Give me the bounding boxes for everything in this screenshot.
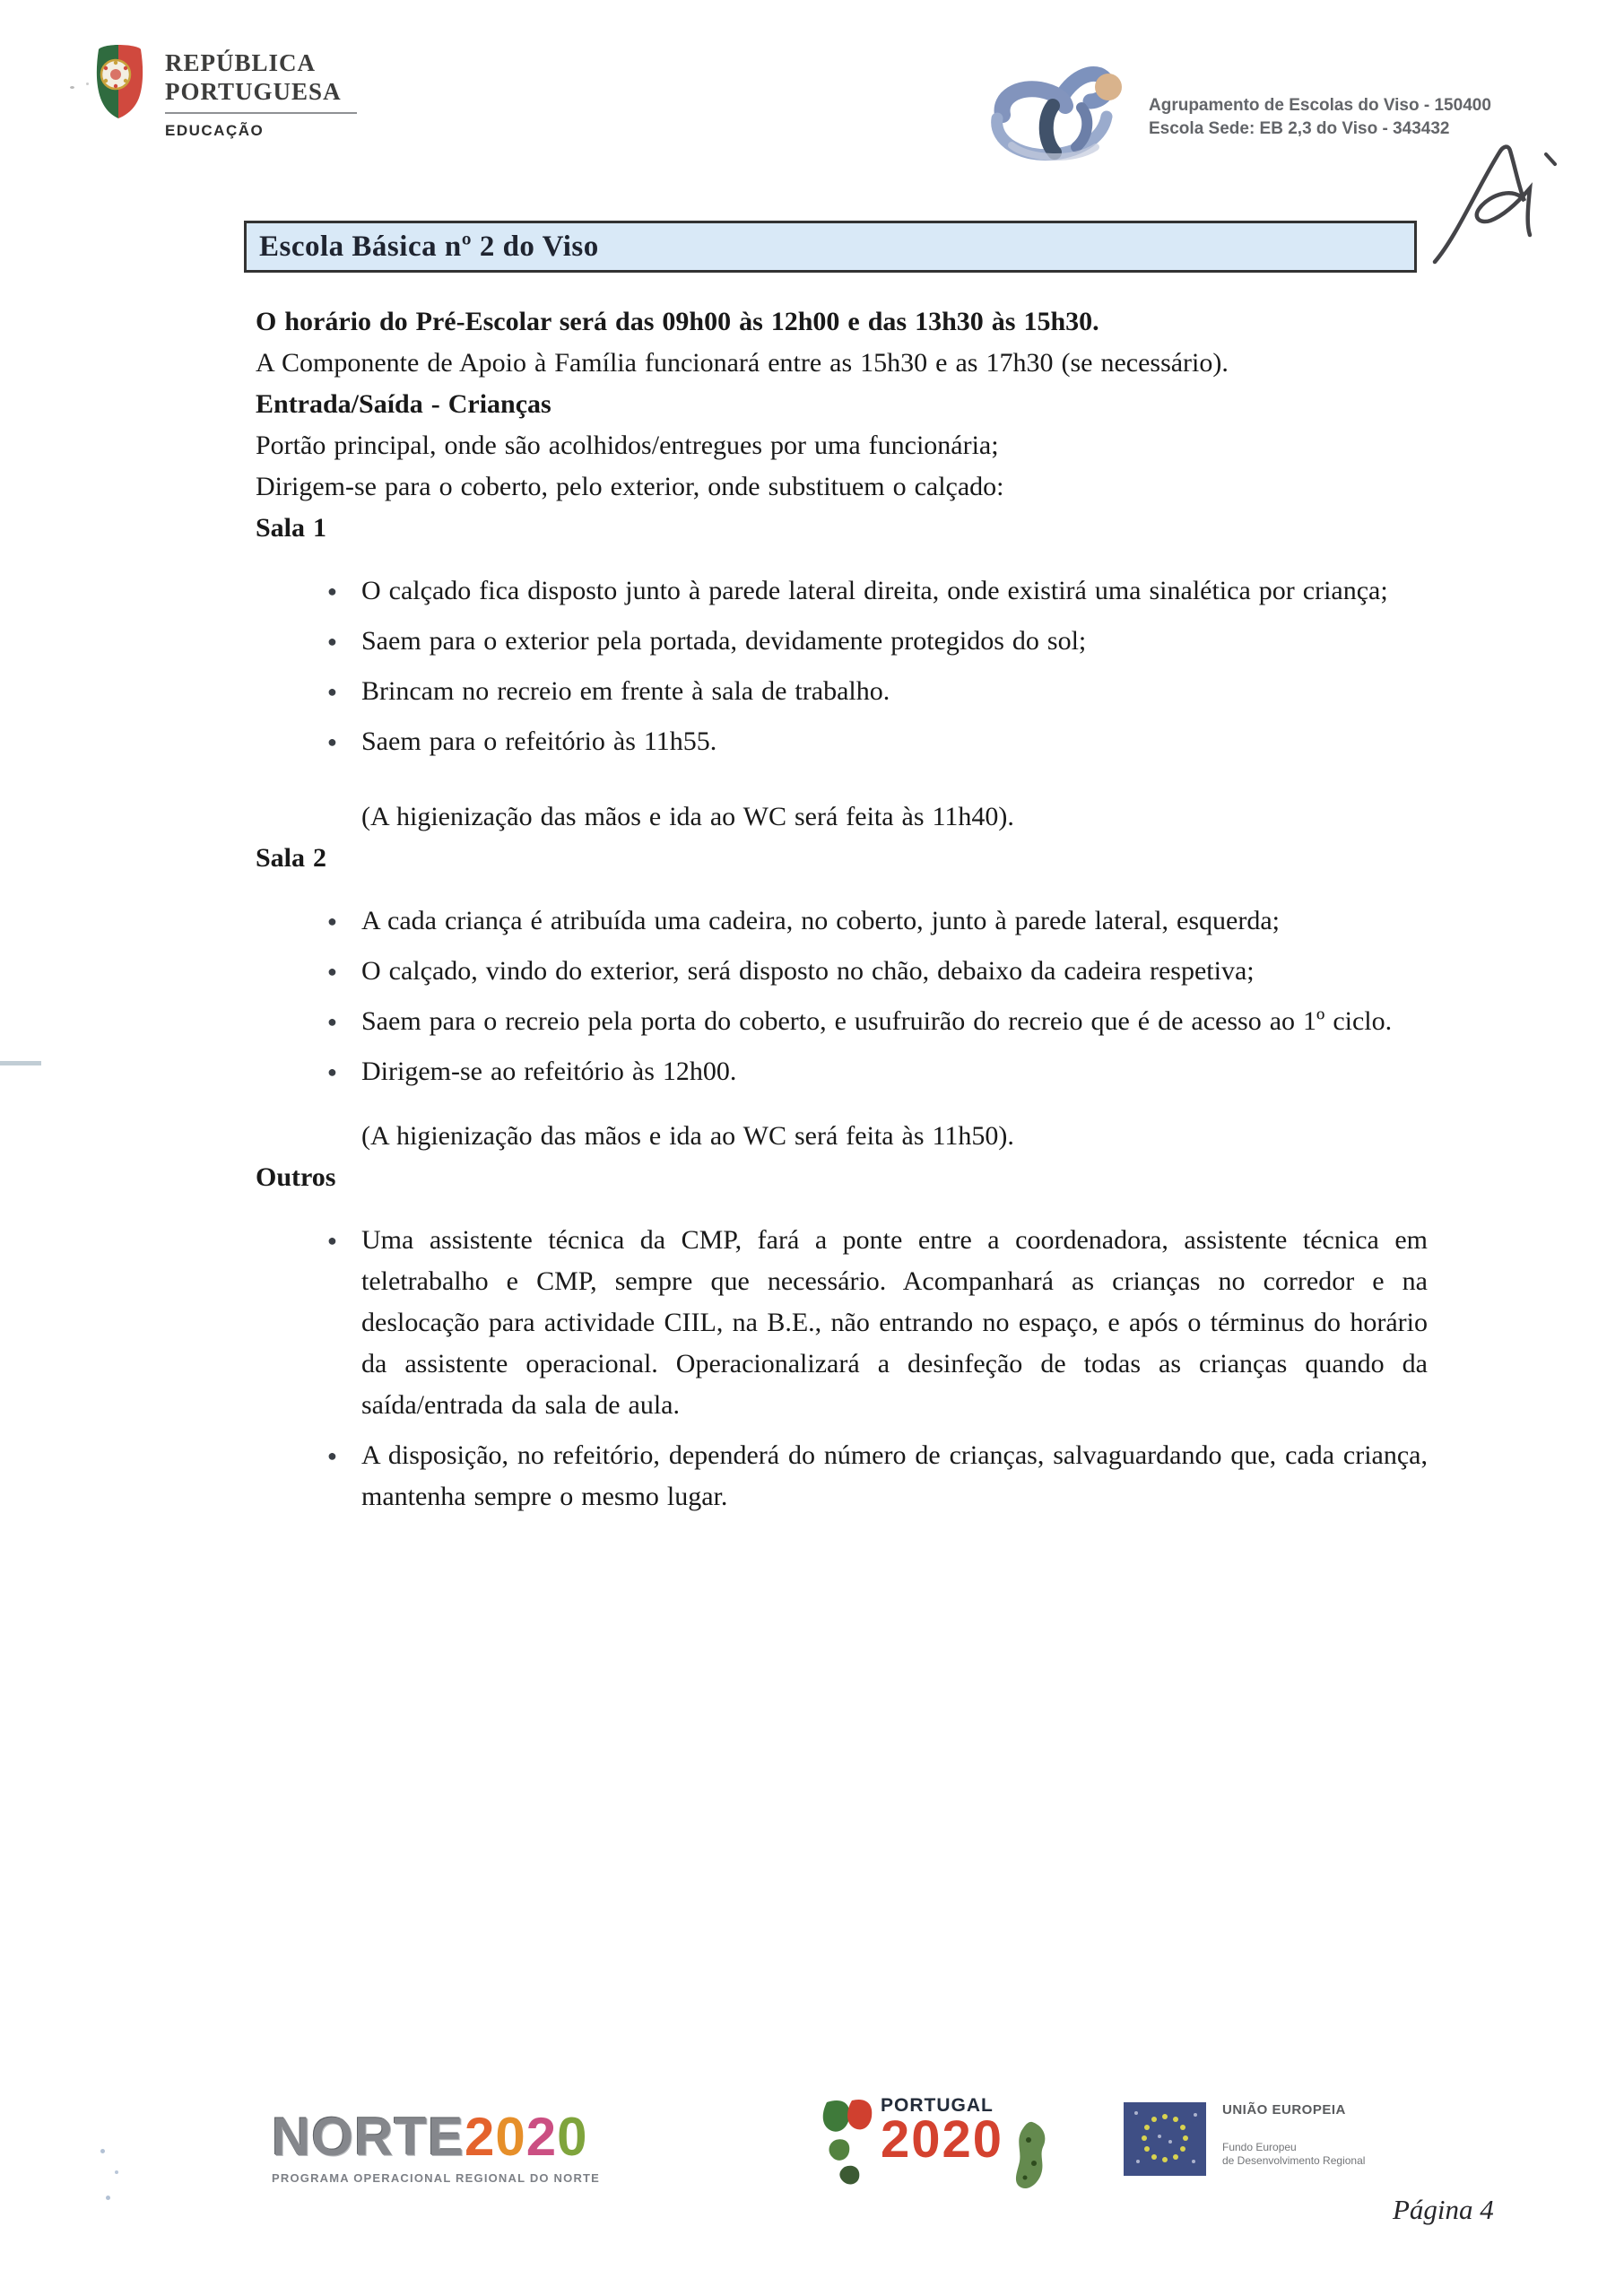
list-item: ● Uma assistente técnica da CMP, fará a ponte entre a coordenadora, assistente técnica em teletrabalho e CMP, sempre que necessário. Acompanhará as crianças no corredor e na deslocação para actividade CIIL, na B.E., não entrando no espaço, e após o términus do horário da assistente operacional. Operacionalizará a desinfeção de todas as crianças quando da saída/entrada da sala de aula. [326, 1220, 1428, 1426]
norte-text: NORTE [272, 2107, 465, 2167]
list-item: ● Saem para o refeitório às 11h55. [326, 721, 1428, 762]
school-group-header [976, 59, 1491, 176]
entrada-para2: Dirigem-se para o coberto, pelo exterior, onde substituem o calçado: [256, 472, 1004, 501]
list-item: ● Dirigem-se ao refeitório às 12h00. [326, 1051, 1428, 1092]
norte-digit: 2 [525, 2107, 558, 2167]
eu-label: UNIÃO EUROPEIA [1222, 2102, 1346, 2118]
portugal-flag-icon [818, 2095, 875, 2193]
department-label: EDUCAÇÃO [165, 122, 265, 139]
list-item: ● A cada criança é atribuída uma cadeira, no coberto, junto à parede lateral, esquerda; [326, 900, 1428, 942]
republic-line2: PORTUGUESA [165, 78, 342, 105]
eu-flag-icon [1124, 2102, 1206, 2180]
heading-sala2: Sala 2 [256, 843, 327, 873]
scan-artifact-dot [115, 2170, 118, 2174]
list-item: ● A disposição, no refeitório, dependerá do número de crianças, salvaguardando que, cada criança, mantenha sempre o mesmo lugar. [326, 1435, 1428, 1518]
republic-wordmark [165, 41, 357, 140]
norte-digit: 0 [557, 2107, 588, 2167]
scan-artifact-dot [100, 2149, 105, 2153]
list-item: ● O calçado, vindo do exterior, será disposto no chão, debaixo da cadeira respetiva; [326, 951, 1428, 992]
list-item: ● Brincam no recreio em frente à sala de trabalho. [326, 671, 1428, 712]
norte-digit: 0 [495, 2107, 526, 2167]
heading-sala1: Sala 1 [256, 513, 327, 543]
list-item: ● O calçado fica disposto junto à parede lateral direita, onde existirá uma sinalética por criança; [326, 570, 1428, 612]
entrada-para1: Portão principal, onde são acolhidos/entregues por uma funcionária; [256, 430, 999, 460]
sala2-note: (A higienização das mãos e ida ao WC será feita às 11h50). [361, 1121, 1014, 1151]
eu-fund-line2: de Desenvolvimento Regional [1222, 2154, 1366, 2167]
norte-subtitle: PROGRAMA OPERACIONAL REGIONAL DO NORTE [272, 2171, 601, 2185]
school-group-text [1149, 94, 1491, 141]
sala2-list [256, 900, 1428, 1092]
norte2020-wordmark [272, 2106, 600, 2168]
sala1-note: (A higienização das mãos e ida ao WC será feita às 11h40). [361, 802, 1014, 831]
scan-artifact-dot [86, 83, 89, 85]
scan-artifact-dot [106, 2196, 110, 2200]
document-body [256, 301, 1428, 1526]
portugal-year: 2020 [881, 2110, 1004, 2169]
eu-fund-line1: Fundo Europeu [1222, 2141, 1297, 2153]
eu-fund-text [1222, 2141, 1365, 2168]
portugal-map-blob-icon [1009, 2120, 1055, 2200]
eu-text [1222, 2102, 1365, 2180]
sala1-list [256, 570, 1428, 762]
scan-artifact-dot [70, 86, 74, 89]
schedule-text: A Componente de Apoio à Família funcionará entre as 15h30 e as 17h30 (se necessário). [256, 348, 1229, 378]
schedule-bold-line: O horário do Pré-Escolar será das 09h00 às 12h00 e das 13h30 às 15h30. [256, 307, 1099, 336]
list-item: ● Saem para o exterior pela portada, devidamente protegidos do sol; [326, 621, 1428, 662]
portugal-label: PORTUGAL [881, 2095, 994, 2116]
school-group-line2: Escola Sede: EB 2,3 do Viso - 343432 [1149, 119, 1450, 138]
page-number: Página 4 [1393, 2194, 1494, 2225]
outros-list [256, 1220, 1428, 1518]
norte2020-logo [272, 2106, 600, 2185]
school-group-line1: Agrupamento de Escolas do Viso - 150400 [1149, 96, 1491, 115]
handwritten-initials [1428, 136, 1585, 280]
republic-line1: REPÚBLICA [165, 49, 317, 76]
heading-outros: Outros [256, 1162, 336, 1192]
school-title-box [244, 221, 1417, 273]
school-group-logo-icon [976, 59, 1133, 176]
heading-entrada-saida: Entrada/Saída - Crianças [256, 389, 551, 419]
portuguese-flag-emblem-icon [90, 41, 147, 140]
school-title: Escola Básica nº 2 do Viso [259, 230, 599, 263]
norte-digit: 2 [465, 2107, 496, 2167]
scan-artifact-dash [0, 1061, 41, 1065]
portugal2020-logo [818, 2095, 1055, 2200]
uniao-europeia-logo [1124, 2102, 1365, 2180]
republic-header [90, 41, 357, 140]
wordmark-divider [165, 112, 357, 114]
list-item: ● Saem para o recreio pela porta do coberto, e usufruirão do recreio que é de acesso ao 1º ciclo. [326, 1001, 1428, 1042]
portugal2020-text [881, 2095, 1004, 2169]
